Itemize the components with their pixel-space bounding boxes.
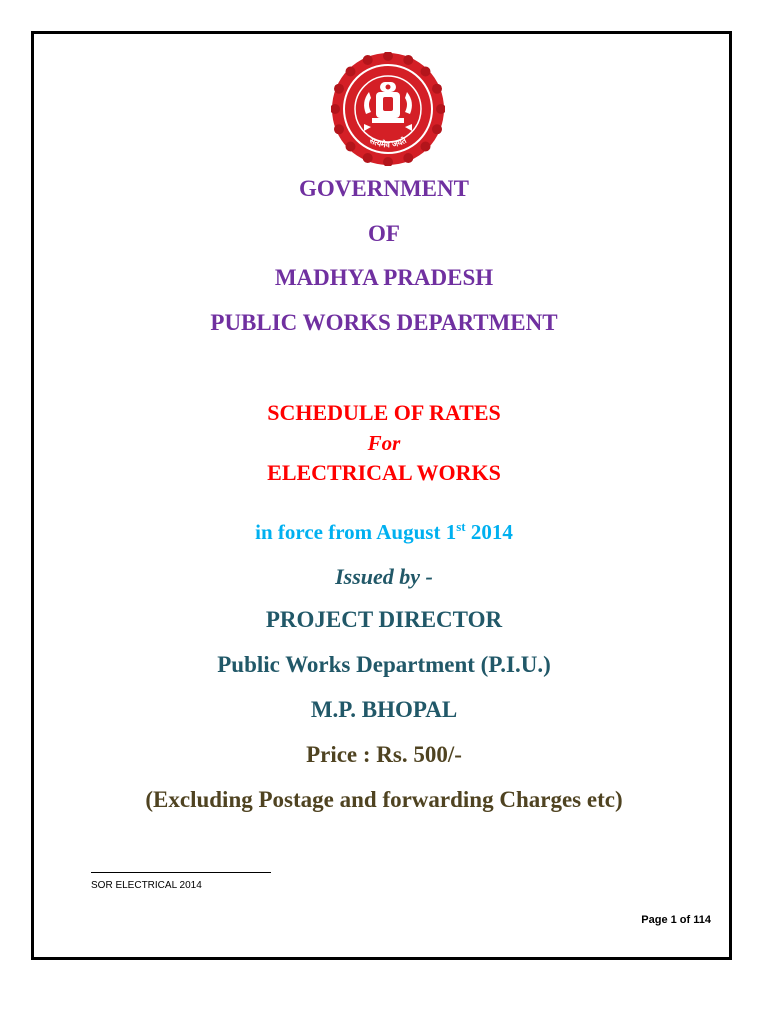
heading-department: PUBLIC WORKS DEPARTMENT bbox=[210, 310, 558, 335]
page-number bbox=[641, 914, 711, 926]
footnote-text: SOR ELECTRICAL 2014 bbox=[91, 880, 202, 891]
issuer-designation: PROJECT DIRECTOR bbox=[265, 607, 503, 632]
price-label: Price : Rs. 500/- bbox=[306, 742, 462, 767]
effective-date-ordinal: st bbox=[456, 519, 466, 534]
price-note: (Excluding Postage and forwarding Charges etc) bbox=[145, 787, 623, 812]
page-total: 114 bbox=[693, 914, 711, 926]
effective-date bbox=[0, 519, 768, 545]
page-of: of bbox=[676, 914, 694, 926]
issued-by: Issued by - bbox=[335, 564, 433, 589]
effective-date-year: 2014 bbox=[465, 520, 513, 544]
effective-date-prefix: in force from August 1 bbox=[255, 520, 457, 544]
issuer-department: Public Works Department (P.I.U.) bbox=[217, 652, 551, 677]
title-for: For bbox=[367, 431, 401, 455]
emblem-motto: सत्यमेव जयते bbox=[368, 135, 408, 150]
heading-state: MADHYA PRADESH bbox=[274, 265, 494, 290]
page-current: 1 bbox=[670, 914, 677, 926]
title-schedule: SCHEDULE OF RATES bbox=[267, 400, 501, 425]
page-border bbox=[31, 31, 732, 960]
page-prefix: Page bbox=[641, 914, 671, 926]
heading-government: GOVERNMENT bbox=[299, 176, 469, 201]
heading-of: OF bbox=[368, 221, 400, 246]
footnote-separator bbox=[91, 872, 271, 873]
title-electrical-works: ELECTRICAL WORKS bbox=[267, 460, 501, 485]
issuer-location: M.P. BHOPAL bbox=[310, 697, 458, 722]
emblem-icon bbox=[331, 52, 445, 166]
